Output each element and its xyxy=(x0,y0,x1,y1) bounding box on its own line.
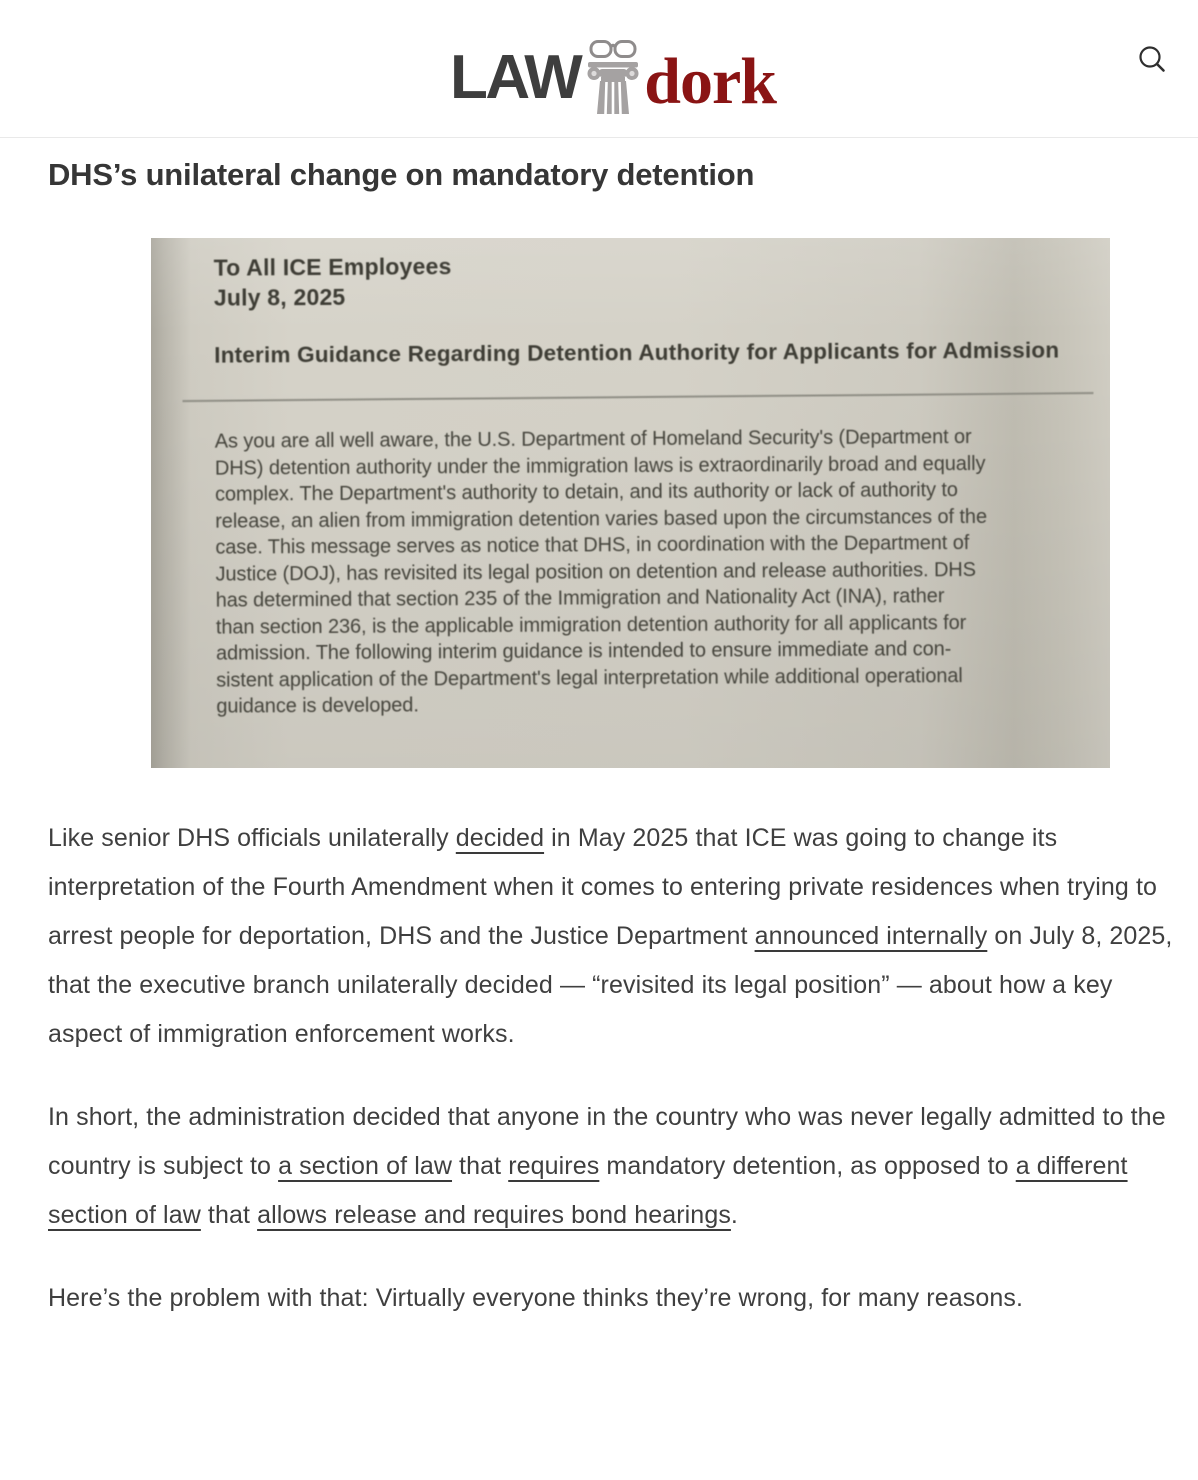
article-paragraph xyxy=(48,1093,1188,1240)
page-title: DHS’s unilateral change on mandatory detention xyxy=(48,157,755,192)
inline-link[interactable]: announced internally xyxy=(754,921,988,950)
paragraph-text: Here’s the problem with that: Virtually everyone thinks they’re wrong, for many reasons. xyxy=(48,1283,1023,1312)
inline-link[interactable]: a section of law xyxy=(278,1151,453,1180)
memo-photo xyxy=(151,238,1110,768)
logo-text-dork: dork xyxy=(644,45,776,118)
inline-link[interactable]: requires xyxy=(508,1151,600,1180)
paragraph-text: . xyxy=(730,1200,738,1229)
article-paragraph xyxy=(48,814,1188,1059)
column-glasses-icon xyxy=(585,38,641,119)
memo-body-line: DHS) detention authority under the immigration laws is extraordinarily broad and equally xyxy=(214,452,986,480)
memo-body-line: Justice (DOJ), has revisited its legal position on detention and release authorities. DHS xyxy=(215,558,976,586)
memo-body-line: has determined that section 235 of the Immigration and Nationality Act (INA), rather xyxy=(215,585,945,612)
memo-body-line: release, an alien from immigration detention varies based upon the circumstances of the xyxy=(215,505,988,533)
memo-body-line: than section 236, is the applicable immigration detention authority for all applicants for xyxy=(215,611,967,639)
memo-body-line: As you are all well aware, the U.S. Department of Homeland Security's (Department or xyxy=(214,425,972,453)
memo-body-line: sistent application of the Department's legal interpretation while additional operational xyxy=(216,664,963,692)
memo-to-line: To All ICE Employees xyxy=(213,253,452,281)
memo-divider xyxy=(182,392,1093,402)
paragraph-text: in May 2025 that ICE was going to change its interpretation of the Fourth Amendment when it comes to entering private residences when trying to arrest people for deportation, DHS and the Justice Department xyxy=(48,823,1158,950)
memo-body xyxy=(215,423,1086,720)
site-header xyxy=(0,0,1198,138)
memo-body-line: complex. The Department's authority to detain, and its authority or lack of authority to xyxy=(214,479,958,506)
memo-title: Interim Guidance Regarding Detention Authority for Applicants for Admission xyxy=(214,337,1060,368)
paragraph-text: on July 8, 2025, that the executive branch unilaterally decided — “revisited its legal position” — about how a key aspect of immigration enforcement works. xyxy=(48,921,1173,1048)
paragraph-text: Like senior DHS officials unilaterally xyxy=(48,823,456,852)
article xyxy=(0,155,1198,1323)
memo-body-line: admission. The following interim guidance is intended to ensure immediate and con- xyxy=(215,638,952,665)
article-body xyxy=(48,814,1188,1323)
inline-link[interactable]: a different section of law xyxy=(48,1151,1128,1229)
paragraph-text: mandatory detention, as opposed to xyxy=(599,1151,1016,1180)
memo-document xyxy=(214,247,1086,720)
memo-date-line: July 8, 2025 xyxy=(213,283,346,311)
logo-text-law: LAW xyxy=(450,43,581,112)
paragraph-text: that xyxy=(200,1200,258,1229)
search-button[interactable] xyxy=(1136,44,1168,76)
search-icon xyxy=(1137,44,1167,74)
paragraph-text: that xyxy=(452,1151,509,1180)
memo-body-line: guidance is developed. xyxy=(216,694,419,718)
memo-body-line: case. This message serves as notice that DHS, in coordination with the Department of xyxy=(215,531,970,559)
inline-link[interactable]: decided xyxy=(455,823,545,852)
inline-link[interactable]: allows release and requires bond hearings xyxy=(257,1200,731,1229)
paragraph-text: In short, the administration decided that anyone in the country who was never legally admitted to the country is subject to xyxy=(48,1102,1166,1180)
article-paragraph xyxy=(48,1274,1188,1323)
site-logo[interactable] xyxy=(450,28,776,118)
